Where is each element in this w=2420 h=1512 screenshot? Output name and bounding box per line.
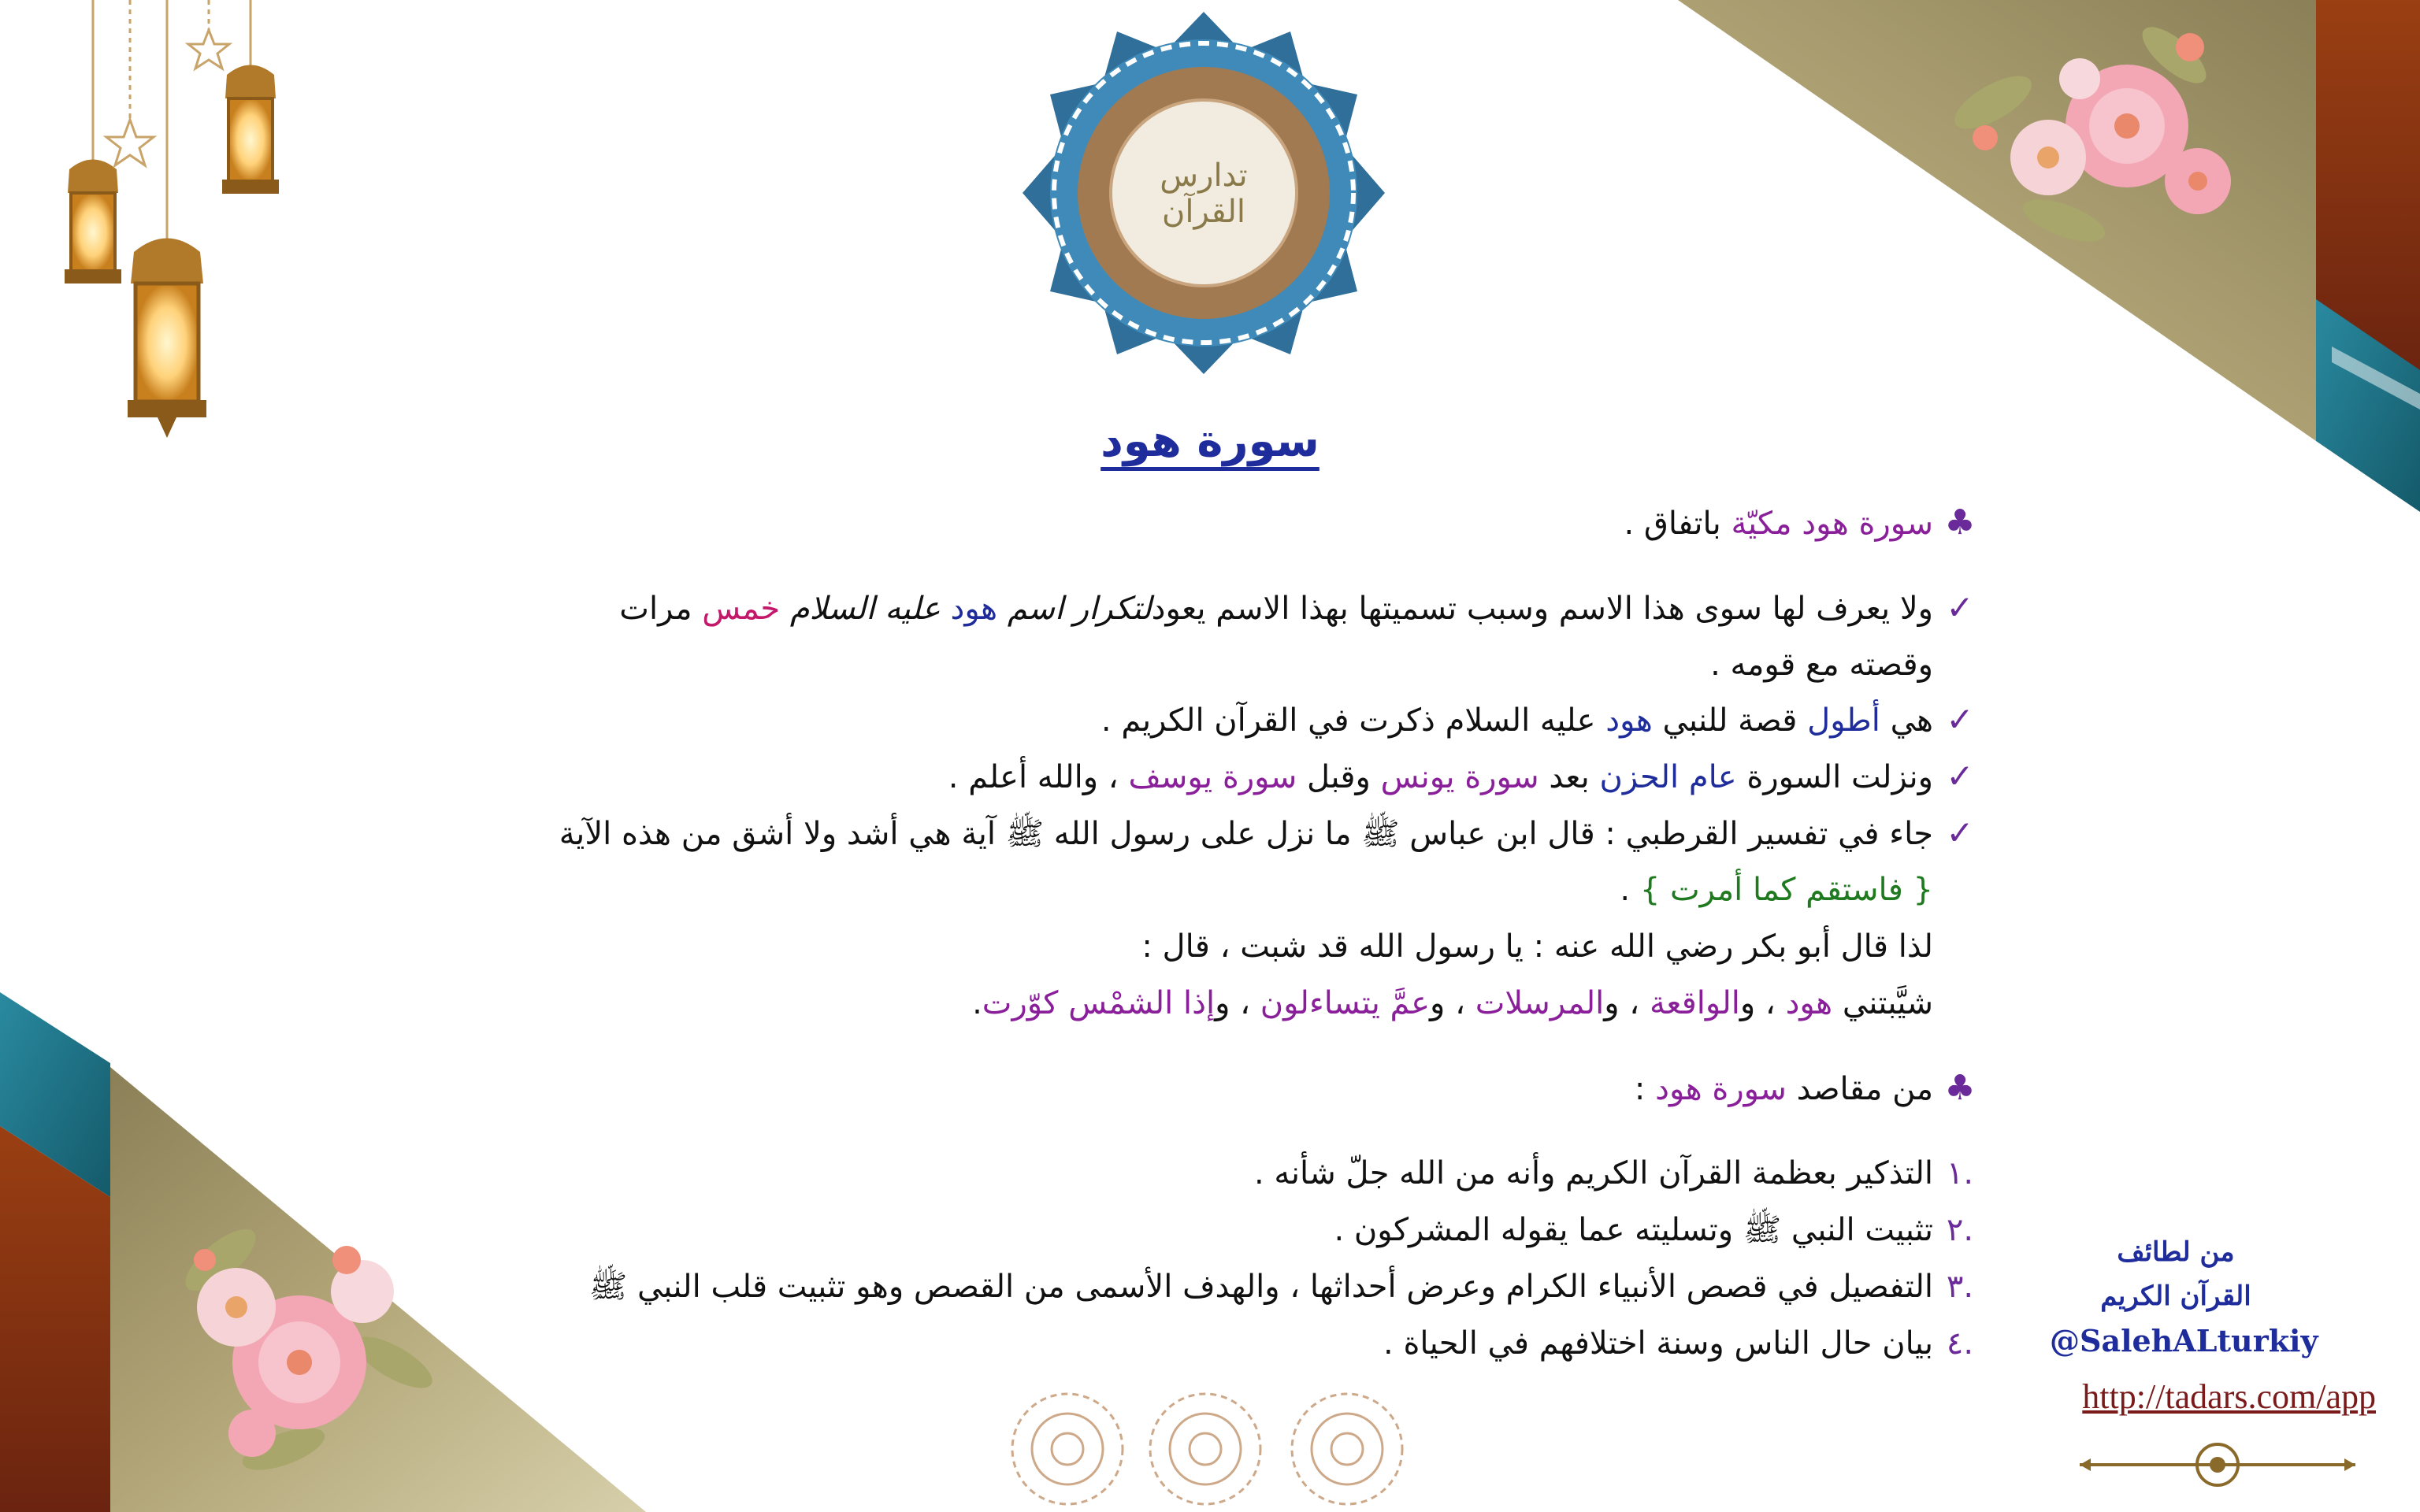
text: لتكرار اسم (1007, 591, 1152, 627)
check-mark-icon: ✓ (1946, 700, 1974, 739)
text: ، و (1215, 985, 1251, 1021)
ornament-icon (1150, 1394, 1260, 1504)
intro-surah: سورة هود (1802, 506, 1933, 542)
goal-text: تثبيت النبي ﷺ وتسليته عما يقوله المشركون . (1334, 1212, 1933, 1248)
goal-text: التفصيل في قصص الأنبياء الكرام وعرض أحداثها ، والهدف الأسمى من القصص وهو تثبيت قلب النبي ﷺ (588, 1269, 1933, 1305)
text: ، و (1739, 985, 1776, 1021)
text: عليه السلام (789, 591, 941, 627)
ornament-icon (1012, 1394, 1123, 1504)
text: هود (950, 591, 998, 627)
text: أطول (1807, 702, 1880, 739)
check-mark-icon: ✓ (1946, 813, 1974, 852)
text: إذا الشمْس كوّرت (982, 985, 1216, 1021)
text: عليه السلام ذكرت في القرآن الكريم . (1101, 702, 1596, 739)
text: سورة يونس (1380, 759, 1539, 795)
text: خمس (702, 591, 781, 627)
text: قصة للنبي (1662, 702, 1798, 739)
text: عام الحزن (1599, 759, 1737, 795)
text: مرات (619, 591, 692, 627)
goal-number: .١ (1946, 1155, 1974, 1191)
ornament-icon (1292, 1394, 1402, 1504)
point-2 (1101, 701, 1987, 739)
goal-item (1383, 1325, 1987, 1362)
page-title: سورة هود (1101, 416, 1319, 467)
goal-item (1254, 1154, 1987, 1192)
credit-handle: @SalehALturkiy (2050, 1323, 2318, 1358)
goal-number: .٢ (1946, 1212, 1974, 1248)
point-1-line2: وقصته مع قومه . (1710, 647, 1933, 683)
credit-line-2: القرآن الكريم (2100, 1280, 2251, 1312)
point-4-quote (1620, 871, 1933, 909)
club-suit-icon: ♣ (1944, 1068, 1976, 1108)
text: بعد (1549, 759, 1590, 795)
text: : (1634, 1071, 1646, 1107)
text: المرسلات (1475, 985, 1605, 1021)
text: . (1620, 872, 1631, 908)
divider-ornament-icon (2080, 1444, 2355, 1485)
text: ولا يعرف لها سوى هذا الاسم وسبب تسميتها بهذا الاسم يعود (1151, 591, 1933, 627)
club-suit-icon: ♣ (1944, 502, 1976, 543)
intro-makki: مكيّة (1731, 506, 1792, 542)
point-1 (619, 589, 1987, 628)
text: ، والله أعلم . (948, 759, 1119, 795)
text: سورة هود (1655, 1071, 1787, 1107)
check-mark-icon: ✓ (1946, 588, 1974, 627)
text: شيَّبتني (1842, 985, 1933, 1021)
logo-text: تدارس القرآن (1160, 158, 1248, 230)
point-4-line3: لذا قال أبو بكر رضي الله عنه : يا رسول الله قد شبت ، قال : (1141, 928, 1933, 965)
point-3 (948, 758, 1987, 796)
goal-item (589, 1268, 1987, 1306)
goal-item (1334, 1211, 1987, 1249)
intro-rest: باتفاق . (1624, 506, 1721, 542)
goals-header (1635, 1069, 1987, 1108)
goal-text: بيان حال الناس وسنة اختلافهم في الحياة . (1383, 1325, 1933, 1362)
lantern-icon (128, 239, 206, 439)
text: ، و (1604, 985, 1640, 1021)
text: عمَّ يتساءلون (1260, 985, 1431, 1021)
text: من مقاصد (1796, 1071, 1933, 1107)
text: الواقعة (1649, 985, 1740, 1021)
top-right-olive-panel (1678, 0, 2316, 441)
text: هود (1605, 702, 1653, 739)
goal-number: .٤ (1946, 1325, 1974, 1362)
text: هود (1785, 985, 1833, 1021)
text: . (972, 985, 982, 1021)
goal-number: .٣ (1946, 1269, 1974, 1305)
check-mark-icon: ✓ (1946, 757, 1974, 795)
text: جاء في تفسير القرطبي : قال ابن عباس ﷺ ما نزل على رسول الله ﷺ آية هي أشد ولا أشق من هذه الآية (559, 816, 1933, 852)
lantern-icon (65, 160, 121, 284)
goal-text: التذكير بعظمة القرآن الكريم وأنه من الله جلّ شأنه . (1254, 1155, 1933, 1191)
credit-line-1: من لطائف (2117, 1236, 2235, 1268)
text: وقبل (1307, 759, 1371, 795)
text: سورة يوسف (1128, 759, 1297, 795)
text: هي (1890, 702, 1933, 739)
text: ونزلت السورة (1746, 759, 1933, 795)
star-icon (188, 30, 229, 69)
quote: { فاستقم كما أمرت } (1639, 872, 1933, 908)
star-icon (106, 120, 154, 165)
text: ، و (1430, 985, 1465, 1021)
tadars-link[interactable]: http://tadars.com/app (2082, 1377, 2376, 1416)
lantern-icon (222, 65, 279, 195)
point-4-line4 (972, 984, 1933, 1022)
point-4 (559, 814, 1987, 853)
intro-line (1624, 504, 1987, 543)
